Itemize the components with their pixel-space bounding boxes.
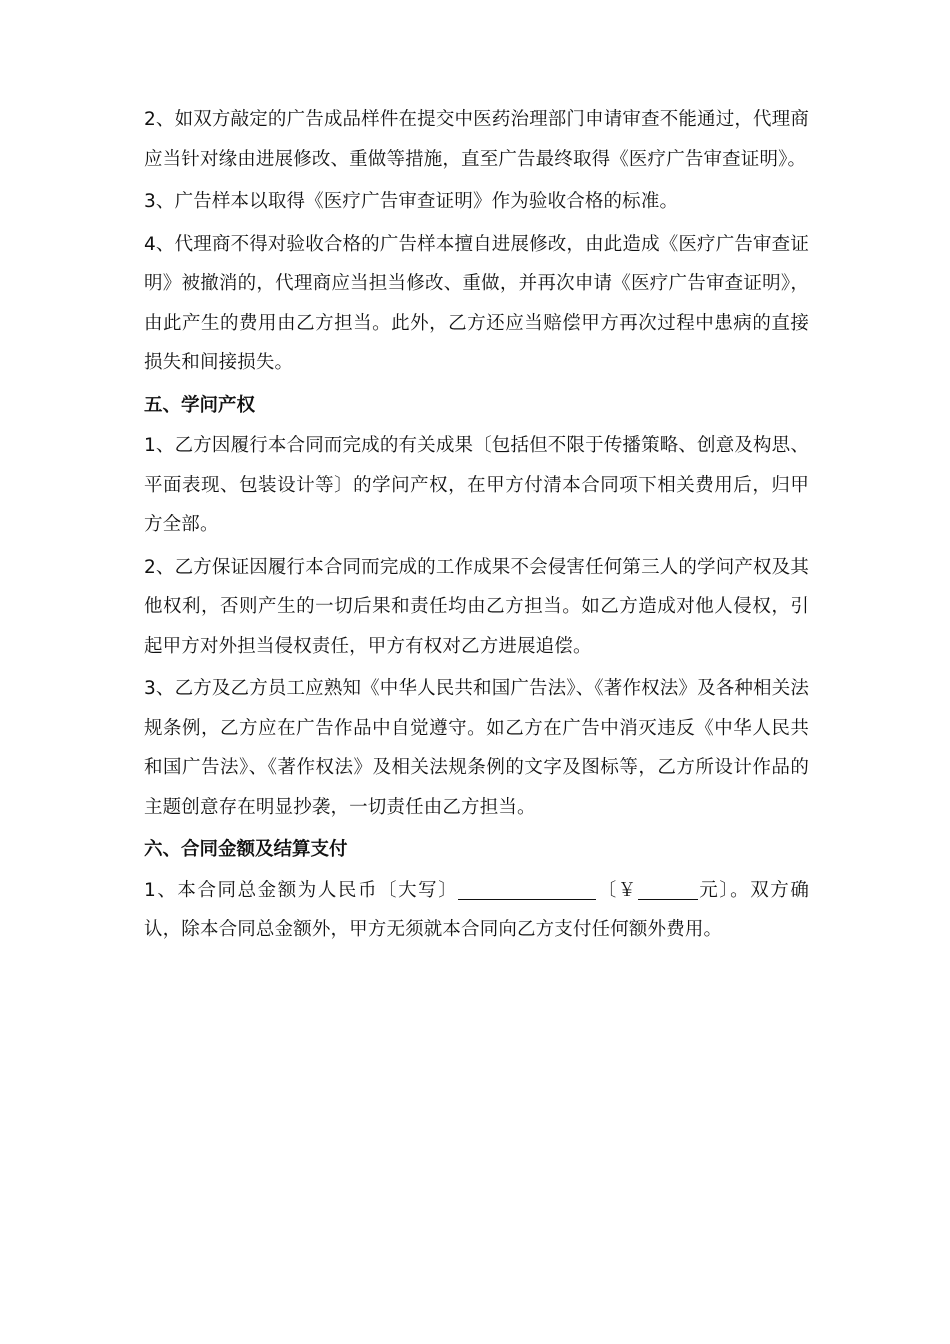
clause-5-2: 2、乙方保证因履行本合同而完成的工作成果不会侵害任何第三人的学问产权及其他权利，否则产生的一切后果和责任均由乙方担当。如乙方造成对他人侵权，引起甲方对外担当侵权责任，甲方有权对乙方进展追偿。 bbox=[144, 556, 809, 657]
section-5-heading: 五、学问产权 bbox=[144, 394, 256, 416]
clause-4-4: 4、代理商不得对验收合格的广告样本擅自进展修改，由此造成《医疗广告审查证明》被撤消的，代理商应当担当修改、重做，并再次申请《医疗广告审查证明》，由此产生的费用由乙方担当。此外，乙方还应当赔偿甲方再次过程中患病的直接损失和间接损失。 bbox=[144, 233, 809, 373]
clause-5-1: 1、乙方因履行本合同而完成的有关成果〔包括但不限于传播策略、创意及构思、平面表现、包装设计等〕的学问产权，在甲方付清本合同项下相关费用后，归甲方全部。 bbox=[144, 435, 809, 535]
amount-in-figures-blank[interactable] bbox=[638, 877, 698, 900]
clause-6-1 bbox=[144, 871, 809, 950]
amount-in-words-blank[interactable] bbox=[458, 877, 596, 900]
document-body bbox=[144, 100, 809, 953]
clause-4-2: 2、如双方敲定的广告成品样件在提交中医药治理部门申请审查不能通过，代理商应当针对缘由进展修改、重做等措施，直至广告最终取得《医疗广告审查证明》。 bbox=[144, 109, 809, 170]
clause-6-1-suffix: 元〕。双方确认，除本合同总金额外，甲方无须就本合同向乙方支付任何额外费用。 bbox=[144, 879, 809, 940]
clause-4-3: 3、广告样本以取得《医疗广告审查证明》作为验收合格的标准。 bbox=[144, 191, 679, 212]
clause-6-1-prefix: 1、本合同总金额为人民币〔大写〕 bbox=[144, 879, 459, 901]
clause-5-3: 3、乙方及乙方员工应熟知《中华人民共和国广告法》、《著作权法》及各种相关法规条例，乙方应在广告作品中自觉遵守。如乙方在广告中消灭违反《中华人民共和国广告法》、《著作权法》及相关法规条例的文字及图标等，乙方所设计作品的主题创意存在明显抄袭，一切责任由乙方担当。 bbox=[144, 678, 809, 818]
section-6-heading: 六、合同金额及结算支付 bbox=[144, 839, 348, 860]
clause-6-1-middle: 〔￥ bbox=[596, 879, 638, 901]
